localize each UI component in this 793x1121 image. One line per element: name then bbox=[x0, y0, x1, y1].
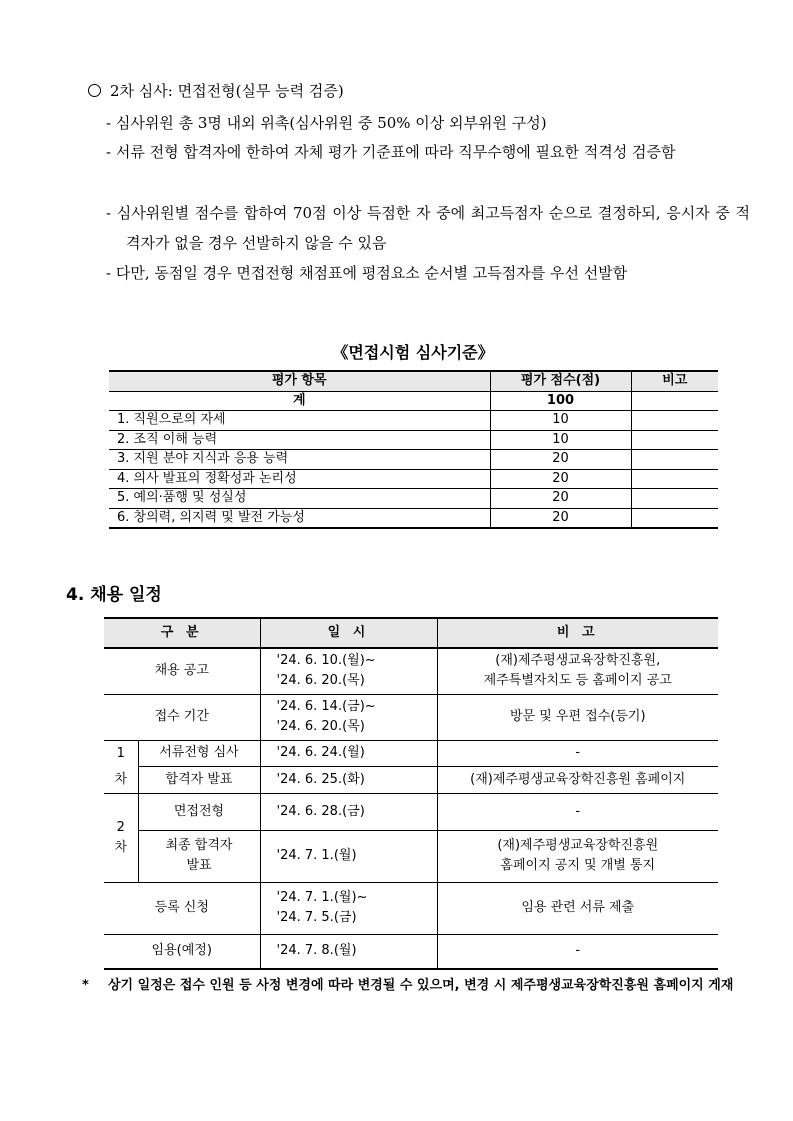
criteria-note bbox=[631, 411, 718, 431]
schedule-note: 임용 관련 서류 제출 bbox=[437, 882, 718, 934]
table-row bbox=[104, 740, 718, 767]
schedule-note: - bbox=[437, 793, 718, 830]
schedule-date: '24. 7. 8.(월) bbox=[260, 934, 437, 969]
criteria-item: 1. 직원으로의 자세 bbox=[109, 411, 490, 431]
criteria-score: 20 bbox=[490, 450, 631, 470]
table-row bbox=[109, 450, 718, 470]
column-header: 평가 점수(점) bbox=[490, 371, 631, 391]
table-header-row bbox=[104, 618, 718, 648]
section-heading-interview: 2차 심사: 면접전형(실무 능력 검증) bbox=[88, 80, 344, 101]
schedule-date: '24. 6. 24.(월) bbox=[260, 740, 437, 767]
interview-criteria-table bbox=[109, 370, 718, 529]
circle-bullet-icon bbox=[88, 84, 101, 97]
table-row bbox=[104, 648, 718, 694]
list-item: - 다만, 동점일 경우 면접전형 채점표에 평점요소 순서별 고득점자를 우선 선발함 bbox=[106, 264, 628, 282]
schedule-label: 면접전형 bbox=[138, 793, 260, 830]
table-row bbox=[109, 430, 718, 450]
criteria-note bbox=[631, 489, 718, 509]
schedule-label: 접수 기간 bbox=[104, 694, 260, 740]
schedule-date: '24. 6. 10.(월)~ '24. 6. 20.(목) bbox=[260, 648, 437, 694]
schedule-label: 등록 신청 bbox=[104, 882, 260, 934]
table-header-row bbox=[109, 371, 718, 391]
total-note bbox=[631, 391, 718, 411]
footnote-text: 상기 일정은 접수 인원 등 사정 변경에 따라 변경될 수 있으며, 변경 시 제주평생교육장학진흥원 홈페이지 게재 bbox=[108, 978, 734, 993]
round-2-label: 2 차 bbox=[104, 793, 138, 882]
schedule-note: - bbox=[437, 740, 718, 767]
criteria-item: 3. 지원 분야 지식과 응용 능력 bbox=[109, 450, 490, 470]
table-row bbox=[109, 469, 718, 489]
criteria-note bbox=[631, 430, 718, 450]
table-row bbox=[104, 694, 718, 740]
criteria-score: 20 bbox=[490, 489, 631, 509]
schedule-note: (재)제주평생교육장학진흥원, 제주특별자치도 등 홈페이지 공고 bbox=[437, 648, 718, 694]
criteria-item: 5. 예의·품행 및 성실성 bbox=[109, 489, 490, 509]
column-header: 평가 항목 bbox=[109, 371, 490, 391]
schedule-label: 합격자 발표 bbox=[138, 767, 260, 794]
table-row bbox=[104, 767, 718, 794]
criteria-item: 2. 조직 이해 능력 bbox=[109, 430, 490, 450]
criteria-item: 6. 창의력, 의지력 및 발전 가능성 bbox=[109, 508, 490, 528]
table-row bbox=[109, 508, 718, 528]
schedule-footnote bbox=[82, 972, 756, 999]
column-header: 비 고 bbox=[437, 618, 718, 648]
schedule-label: 서류전형 심사 bbox=[138, 740, 260, 767]
list-item: - 서류 전형 합격자에 한하여 자체 평가 기준표에 따라 직무수행에 필요한 적격성 검증함 bbox=[106, 143, 676, 161]
table-row bbox=[104, 934, 718, 969]
schedule-date: '24. 6. 28.(금) bbox=[260, 793, 437, 830]
schedule-date: '24. 6. 25.(화) bbox=[260, 767, 437, 794]
schedule-table bbox=[104, 617, 718, 970]
total-label: 계 bbox=[109, 391, 490, 411]
section-heading-schedule: 4. 채용 일정 bbox=[66, 585, 162, 605]
table-row bbox=[109, 411, 718, 431]
criteria-score: 20 bbox=[490, 469, 631, 489]
schedule-label: 임용(예정) bbox=[104, 934, 260, 969]
schedule-label: 채용 공고 bbox=[104, 648, 260, 694]
footnote-asterisk: * bbox=[82, 978, 89, 993]
table-row bbox=[109, 489, 718, 509]
schedule-date: '24. 6. 14.(금)~ '24. 6. 20.(목) bbox=[260, 694, 437, 740]
schedule-note: - bbox=[437, 934, 718, 969]
column-header: 일 시 bbox=[260, 618, 437, 648]
criteria-score: 20 bbox=[490, 508, 631, 528]
criteria-item: 4. 의사 발표의 정확성과 논리성 bbox=[109, 469, 490, 489]
criteria-note bbox=[631, 508, 718, 528]
list-item: - 심사위원 총 3명 내외 위촉(심사위원 중 50% 이상 외부위원 구성) bbox=[106, 114, 547, 132]
total-score: 100 bbox=[490, 391, 631, 411]
schedule-note: (재)제주평생교육장학진흥원 홈페이지 bbox=[437, 767, 718, 794]
criteria-note bbox=[631, 469, 718, 489]
criteria-note bbox=[631, 450, 718, 470]
column-header: 구 분 bbox=[104, 618, 260, 648]
table-row bbox=[104, 830, 718, 882]
schedule-note: 방문 및 우편 접수(등기) bbox=[437, 694, 718, 740]
table-row bbox=[104, 882, 718, 934]
schedule-note: (재)제주평생교육장학진흥원 홈페이지 공지 및 개별 통지 bbox=[437, 830, 718, 882]
table-row bbox=[104, 793, 718, 830]
schedule-label: 최종 합격자 발표 bbox=[138, 830, 260, 882]
criteria-score: 10 bbox=[490, 430, 631, 450]
list-item: - 심사위원별 점수를 합하여 70점 이상 득점한 자 중에 최고득점자 순으로 결정하되, 응시자 중 적격자가 없을 경우 선발하지 않을 수 있음 bbox=[106, 204, 750, 252]
round-1-label: 1 차 bbox=[104, 740, 138, 793]
schedule-date: '24. 7. 1.(월)~ '24. 7. 5.(금) bbox=[260, 882, 437, 934]
schedule-date: '24. 7. 1.(월) bbox=[260, 830, 437, 882]
table-caption: 《면접시험 심사기준》 bbox=[332, 343, 494, 362]
table-row-total bbox=[109, 391, 718, 411]
column-header: 비고 bbox=[631, 371, 718, 391]
criteria-score: 10 bbox=[490, 411, 631, 431]
